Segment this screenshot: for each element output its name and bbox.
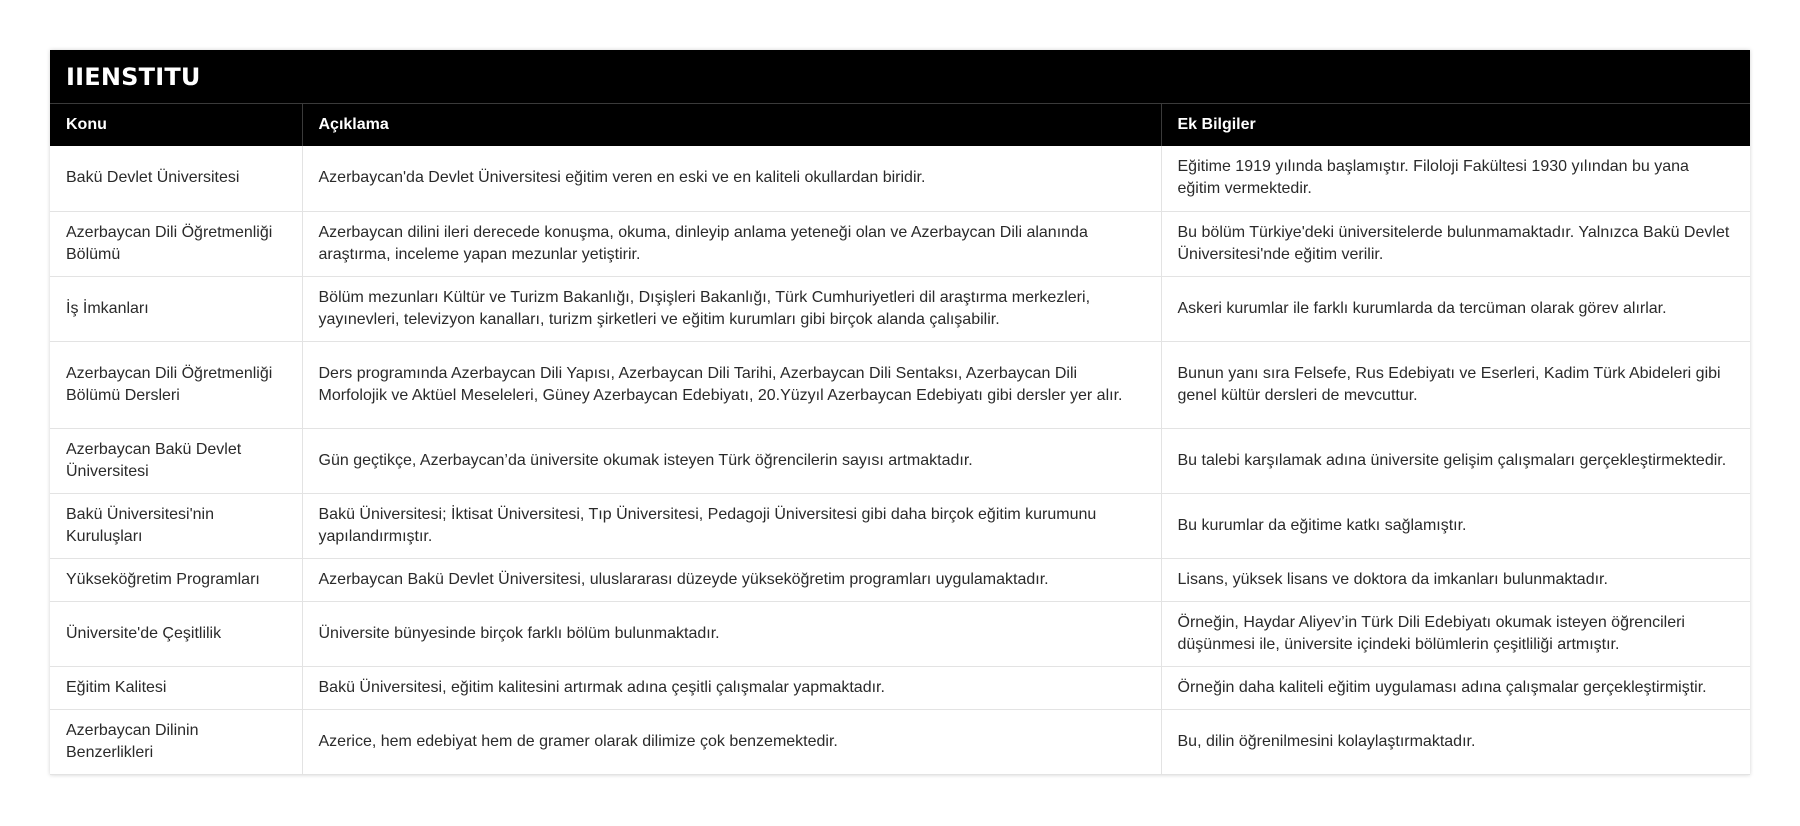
cell-aciklama: Bakü Üniversitesi; İktisat Üniversitesi, Tıp Üniversitesi, Pedagoji Üniversitesi gibi daha birçok eğitim kurumunu yapılandırmıştır. — [302, 493, 1161, 558]
cell-ek-bilgiler: Bu talebi karşılamak adına üniversite gelişim çalışmaları gerçekleştirmektedir. — [1161, 428, 1750, 493]
cell-aciklama: Üniversite bünyesinde birçok farklı bölüm bulunmaktadır. — [302, 601, 1161, 666]
cell-ek-bilgiler: Askeri kurumlar ile farklı kurumlarda da tercüman olarak görev alırlar. — [1161, 276, 1750, 341]
table-row — [50, 666, 1750, 709]
cell-aciklama: Azerice, hem edebiyat hem de gramer olarak dilimize çok benzemektedir. — [302, 709, 1161, 774]
column-header-ek-bilgiler: Ek Bilgiler — [1161, 104, 1750, 146]
cell-aciklama: Ders programında Azerbaycan Dili Yapısı, Azerbaycan Dili Tarihi, Azerbaycan Dili Sentaksı, Azerbaycan Dili Morfolojik ve Aktüel Meseleleri, Güney Azerbaycan Edebiyatı, 20.Yüzyıl Azerbaycan Edebiyatı gibi dersler yer alır. — [302, 341, 1161, 428]
brand-title: IIENSTITU — [50, 50, 1750, 104]
cell-aciklama: Gün geçtikçe, Azerbaycan’da üniversite okumak isteyen Türk öğrencilerin sayısı artmaktadır. — [302, 428, 1161, 493]
cell-ek-bilgiler: Bu kurumlar da eğitime katkı sağlamıştır. — [1161, 493, 1750, 558]
table-row — [50, 493, 1750, 558]
cell-ek-bilgiler: Bu, dilin öğrenilmesini kolaylaştırmaktadır. — [1161, 709, 1750, 774]
info-table-card — [50, 50, 1750, 775]
table-row — [50, 211, 1750, 276]
cell-aciklama: Bakü Üniversitesi, eğitim kalitesini artırmak adına çeşitli çalışmalar yapmaktadır. — [302, 666, 1161, 709]
cell-konu: Bakü Üniversitesi'nin Kuruluşları — [50, 493, 302, 558]
cell-ek-bilgiler: Örneğin daha kaliteli eğitim uygulaması adına çalışmalar gerçekleştirmiştir. — [1161, 666, 1750, 709]
table-row — [50, 428, 1750, 493]
cell-konu: Azerbaycan Bakü Devlet Üniversitesi — [50, 428, 302, 493]
table-row — [50, 276, 1750, 341]
cell-konu: Üniversite'de Çeşitlilik — [50, 601, 302, 666]
cell-ek-bilgiler: Örneğin, Haydar Aliyev’in Türk Dili Edebiyatı okumak isteyen öğrencileri düşünmesi ile, üniversite içindeki bölümlerin çeşitliliği artmıştır. — [1161, 601, 1750, 666]
cell-konu: Eğitim Kalitesi — [50, 666, 302, 709]
cell-aciklama: Azerbaycan dilini ileri derecede konuşma, okuma, dinleyip anlama yeteneği olan ve Azerbaycan Dili alanında araştırma, inceleme yapan mezunlar yetiştirir. — [302, 211, 1161, 276]
table-row — [50, 601, 1750, 666]
info-table — [50, 104, 1750, 775]
table-row — [50, 709, 1750, 774]
table-row — [50, 558, 1750, 601]
cell-ek-bilgiler: Lisans, yüksek lisans ve doktora da imkanları bulunmaktadır. — [1161, 558, 1750, 601]
cell-aciklama: Bölüm mezunları Kültür ve Turizm Bakanlığı, Dışişleri Bakanlığı, Türk Cumhuriyetleri dil araştırma merkezleri, yayınevleri, televizyon kanalları, turizm şirketleri ve eğitim kurumları gibi birçok alanda çalışabilir. — [302, 276, 1161, 341]
cell-konu: Yükseköğretim Programları — [50, 558, 302, 601]
cell-aciklama: Azerbaycan Bakü Devlet Üniversitesi, uluslararası düzeyde yükseköğretim programları uygulamaktadır. — [302, 558, 1161, 601]
cell-ek-bilgiler: Bu bölüm Türkiye'deki üniversitelerde bulunmamaktadır. Yalnızca Bakü Devlet Üniversitesi'nde eğitim verilir. — [1161, 211, 1750, 276]
cell-konu: İş İmkanları — [50, 276, 302, 341]
cell-konu: Azerbaycan Dili Öğretmenliği Bölümü — [50, 211, 302, 276]
cell-konu: Azerbaycan Dilinin Benzerlikleri — [50, 709, 302, 774]
cell-ek-bilgiler: Eğitime 1919 yılında başlamıştır. Filoloji Fakültesi 1930 yılından bu yana eğitim vermektedir. — [1161, 146, 1750, 211]
cell-konu: Azerbaycan Dili Öğretmenliği Bölümü Dersleri — [50, 341, 302, 428]
cell-aciklama: Azerbaycan'da Devlet Üniversitesi eğitim veren en eski ve en kaliteli okullardan biridir. — [302, 146, 1161, 211]
column-header-konu: Konu — [50, 104, 302, 146]
table-row — [50, 146, 1750, 211]
cell-ek-bilgiler: Bunun yanı sıra Felsefe, Rus Edebiyatı ve Eserleri, Kadim Türk Abideleri gibi genel kültür dersleri de mevcuttur. — [1161, 341, 1750, 428]
table-row — [50, 341, 1750, 428]
cell-konu: Bakü Devlet Üniversitesi — [50, 146, 302, 211]
header-row — [50, 104, 1750, 146]
column-header-aciklama: Açıklama — [302, 104, 1161, 146]
